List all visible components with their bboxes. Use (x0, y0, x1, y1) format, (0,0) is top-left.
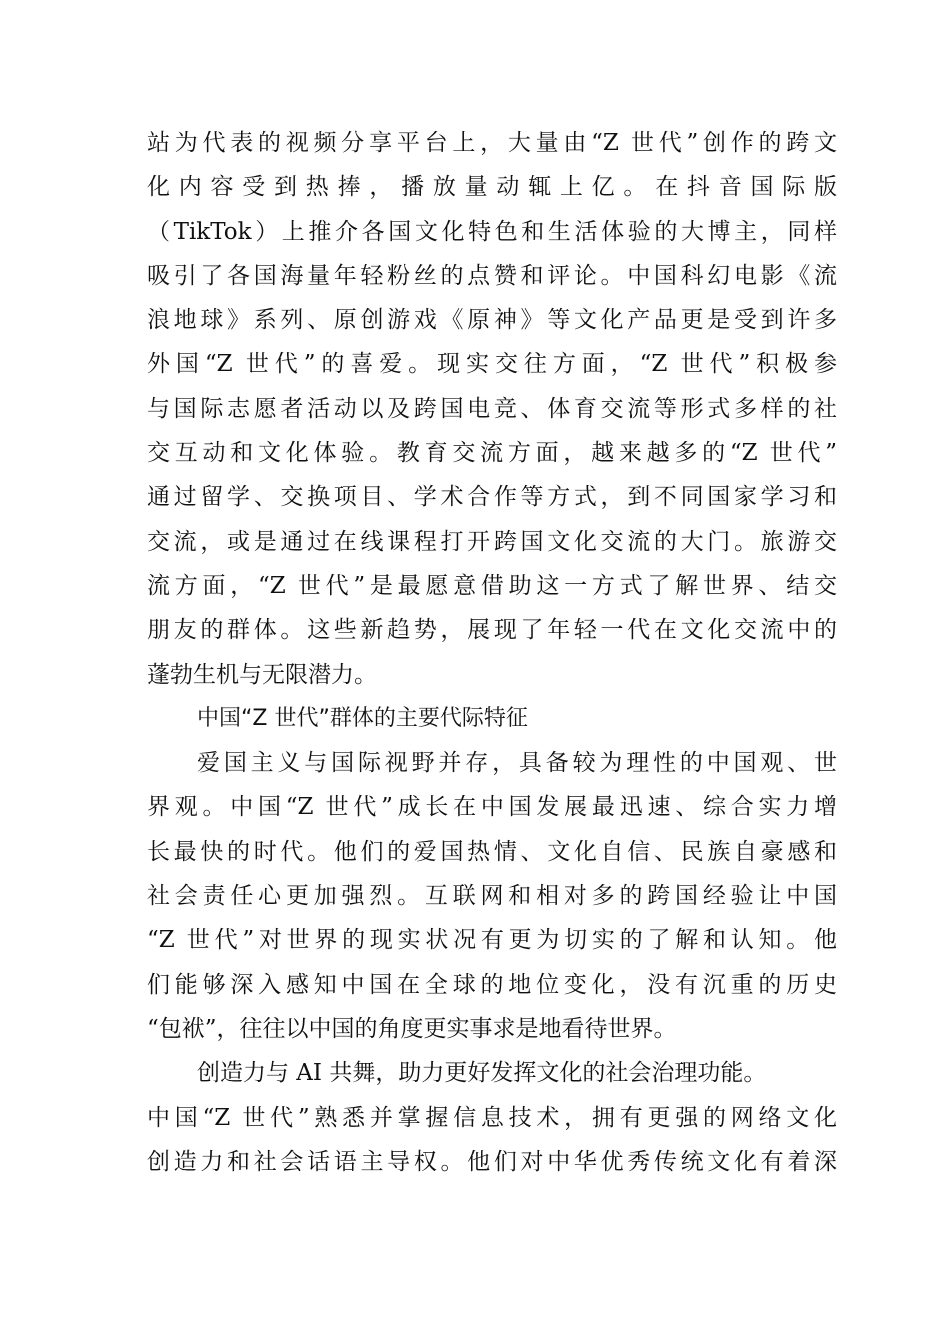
section-heading-text: 中国“Z 世代”群体的主要代际特征 (197, 705, 528, 731)
text-line: 交互动和文化体验。教育交流方面，越来越多的“Z 世代” (147, 440, 837, 467)
document-body (147, 121, 837, 1184)
text-line: 界观。中国“Z 世代”成长在中国发展最迅速、综合实力增 (147, 794, 837, 821)
text-line: 外国“Z 世代”的喜爱。现实交往方面，“Z 世代”积极参 (147, 351, 837, 378)
text-line: 爱国主义与国际视野并存，具备较为理性的中国观、世 (197, 750, 837, 777)
text-line: 流方面，“Z 世代”是最愿意借助这一方式了解世界、结交 (147, 572, 837, 599)
text-line: 吸引了各国海量年轻粉丝的点赞和评论。中国科幻电影《流 (147, 262, 837, 289)
text-line: 通过留学、交换项目、学术合作等方式，到不同国家学习和 (147, 484, 837, 511)
text-line: 们能够深入感知中国在全球的地位变化，没有沉重的历史 (147, 971, 837, 998)
text-line: 浪地球》系列、原创游戏《原神》等文化产品更是受到许多 (147, 307, 837, 334)
text-line: 站为代表的视频分享平台上，大量由“Z 世代”创作的跨文 (147, 130, 837, 156)
section-heading (147, 697, 837, 741)
text-line: 创造力和社会话语主导权。他们对中华优秀传统文化有着深 (147, 1148, 837, 1175)
paragraph-patriotism (147, 741, 837, 1051)
text-line: 中国“Z 世代”熟悉并掌握信息技术，拥有更强的网络文化 (147, 1104, 837, 1131)
text-line: 蓬勃生机与无限潜力。 (147, 661, 377, 688)
text-line: 与国际志愿者活动以及跨国电竞、体育交流等形式多样的社 (147, 395, 837, 422)
text-line: 社会责任心更加强烈。互联网和相对多的跨国经验让中国 (147, 883, 837, 910)
text-line: 化内容受到热捧，播放量动辄上亿。在抖音国际版 (147, 174, 837, 201)
paragraph-continued-intro (147, 121, 837, 697)
text-line: 朋友的群体。这些新趋势，展现了年轻一代在文化交流中的 (147, 617, 837, 644)
text-line: 创造力与 AI 共舞，助力更好发挥文化的社会治理功能。 (197, 1060, 767, 1087)
text-line: “Z 世代”对世界的现实状况有更为切实的了解和认知。他 (147, 927, 837, 954)
text-line: 长最快的时代。他们的爱国热情、文化自信、民族自豪感和 (147, 838, 837, 865)
text-line: 交流，或是通过在线课程打开跨国文化交流的大门。旅游交 (147, 528, 837, 555)
paragraph-creativity (147, 1051, 837, 1184)
text-line: “包袱”，往往以中国的角度更实事求是地看待世界。 (147, 1015, 677, 1042)
text-line: （TikTok）上推介各国文化特色和生活体验的大博主，同样 (147, 218, 837, 245)
